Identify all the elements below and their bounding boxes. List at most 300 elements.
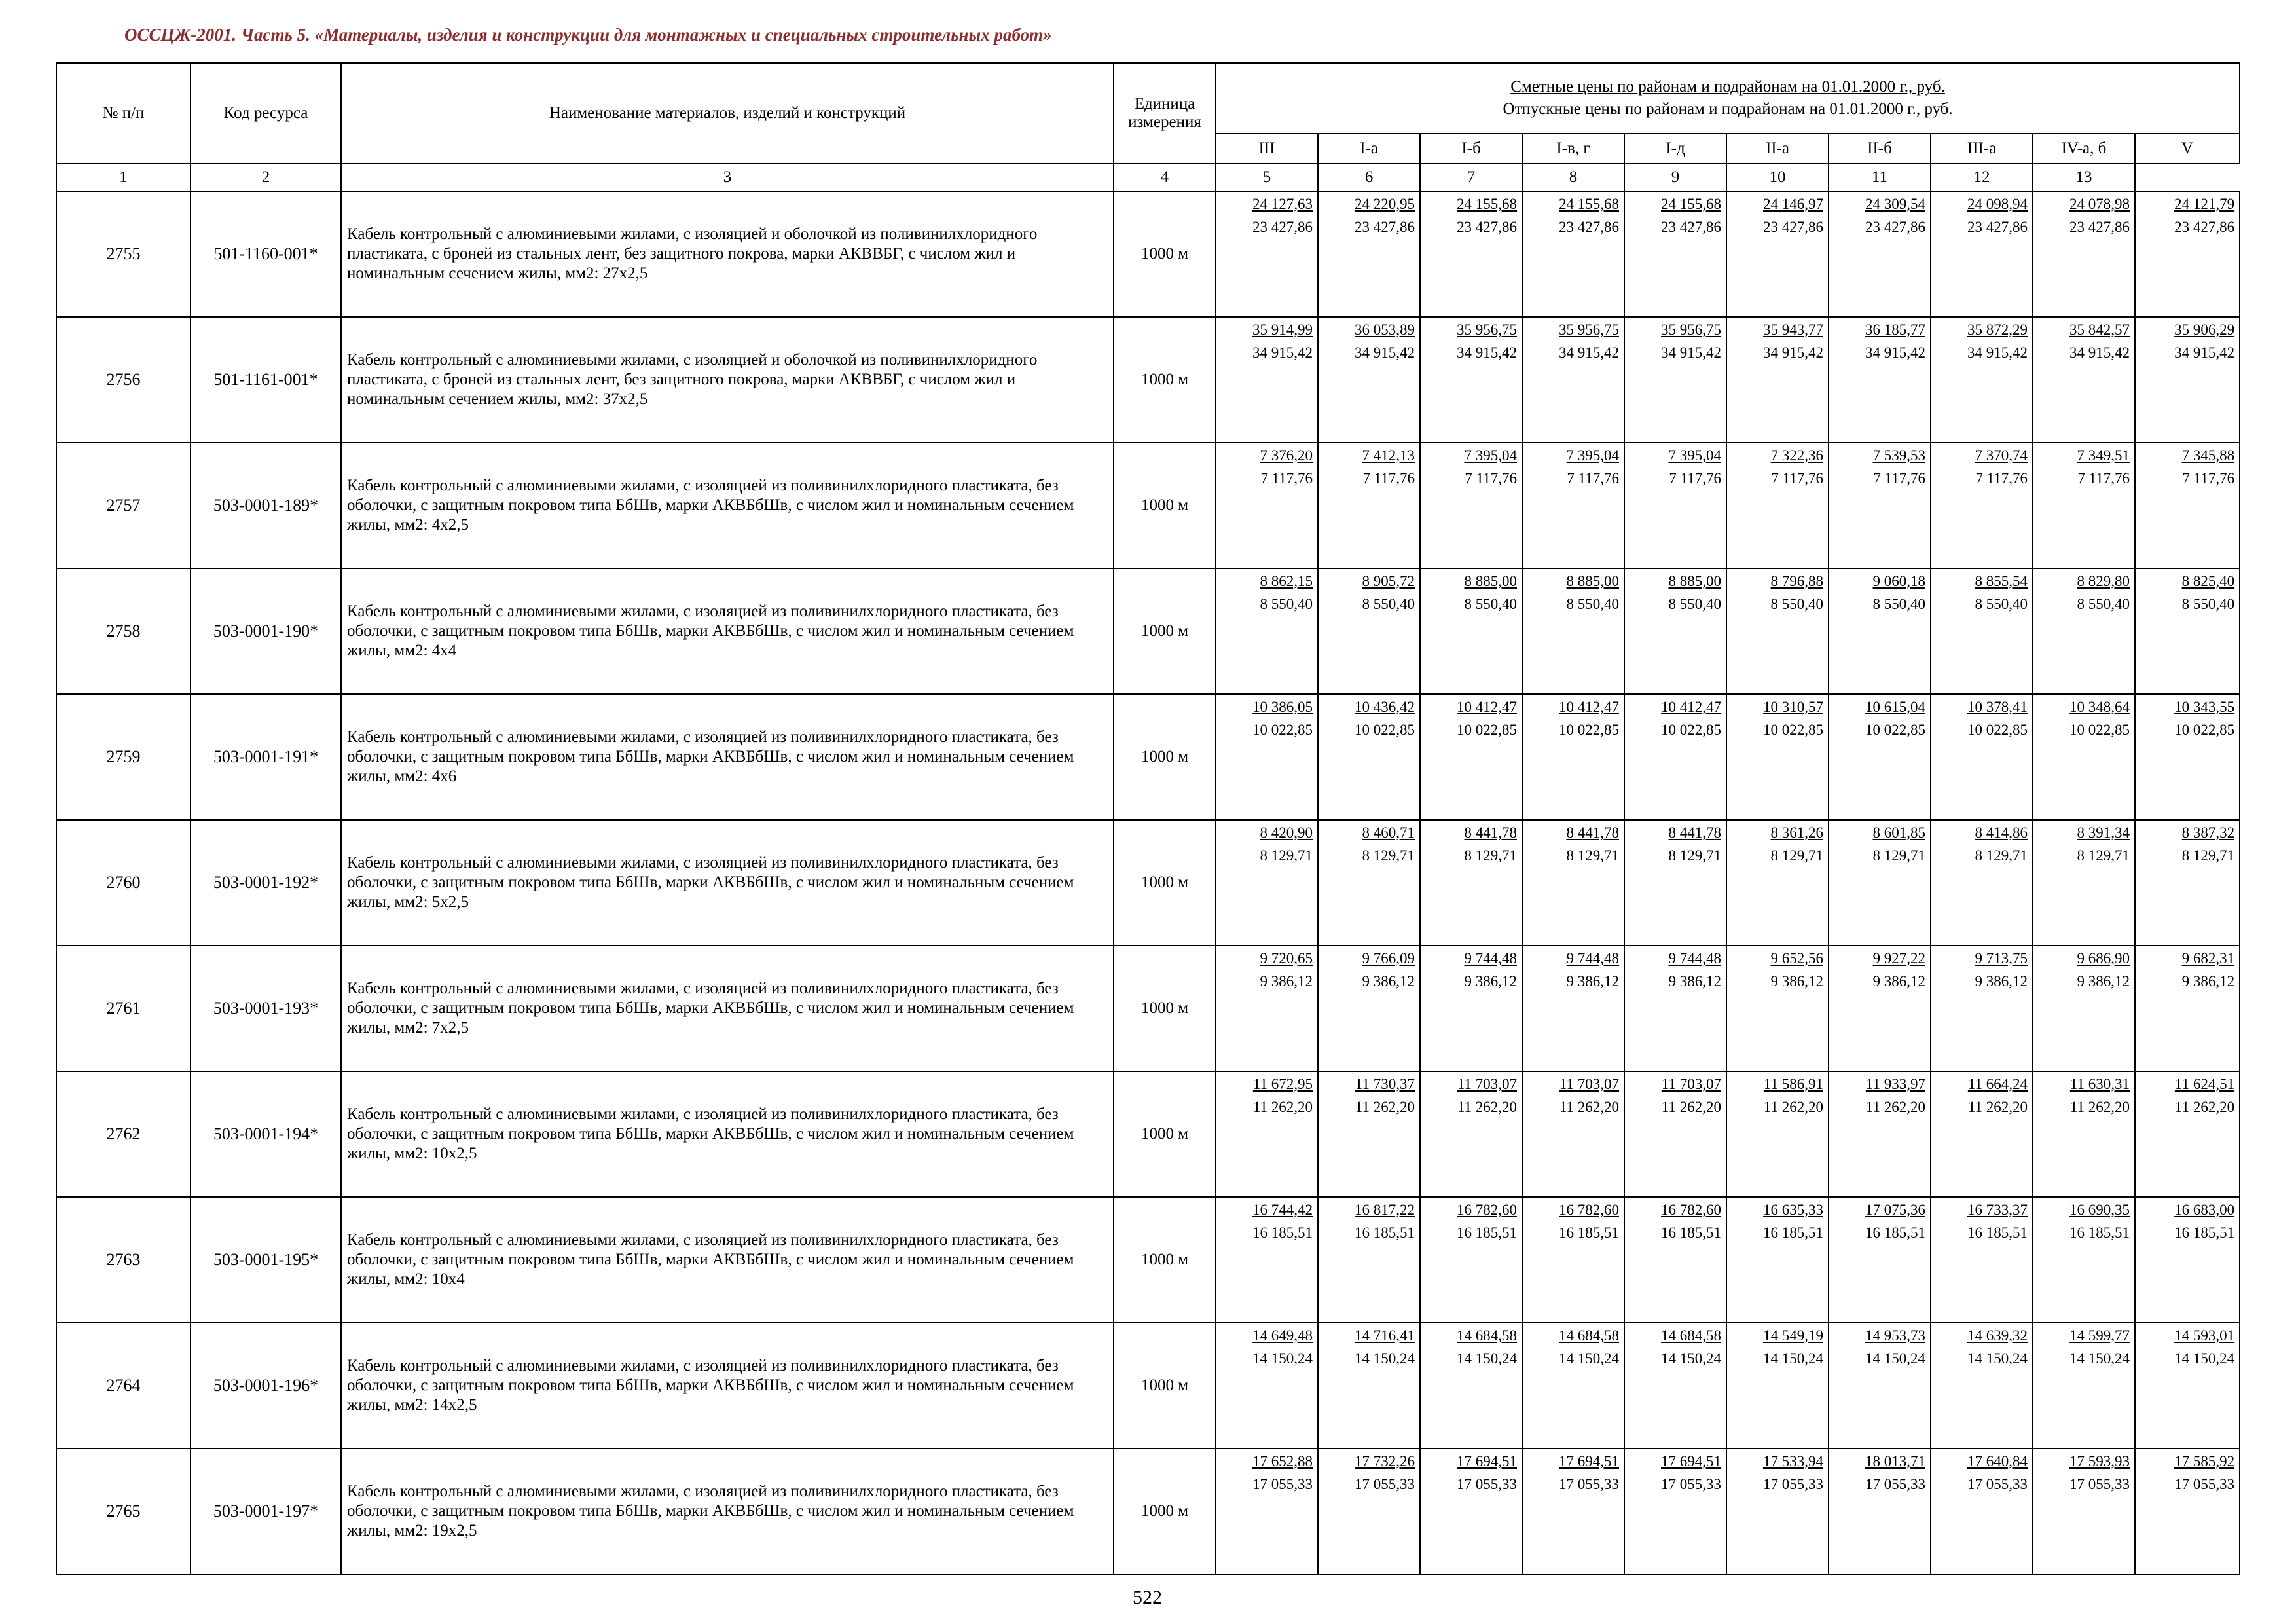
- otpusknaya-price: 9 386,12: [1872, 973, 1925, 989]
- smetnaya-price: 9 744,48: [1464, 950, 1517, 967]
- otpusknaya-price: 9 386,12: [1362, 973, 1415, 989]
- otpusknaya-price: 10 022,85: [2069, 722, 2130, 738]
- otpusknaya-price: 16 185,51: [1967, 1225, 2028, 1241]
- smetnaya-price: 18 013,71: [1865, 1453, 1925, 1469]
- resource-code-cell: 503-0001-193*: [191, 946, 341, 1071]
- otpusknaya-price: 8 550,40: [1770, 596, 1823, 612]
- price-cell: [2033, 317, 2135, 443]
- price-cell: [1318, 1449, 1420, 1574]
- smetnaya-price: 14 684,58: [1661, 1327, 1721, 1344]
- smetnaya-price: 8 387,32: [2181, 824, 2235, 841]
- otpusknaya-price: 7 117,76: [1771, 470, 1823, 487]
- price-cell: [1318, 568, 1420, 694]
- smetnaya-price: 17 533,94: [1763, 1453, 1823, 1469]
- otpusknaya-price: 10 022,85: [1559, 722, 1619, 738]
- otpusknaya-price: 23 427,86: [1865, 219, 1925, 235]
- smetnaya-price: 8 829,80: [2077, 573, 2130, 589]
- header-region: III: [1216, 134, 1318, 164]
- resource-code-cell: 503-0001-194*: [191, 1071, 341, 1197]
- material-name-cell: Кабель контрольный с алюминиевыми жилами, с изоляцией и оболочкой из поливинилхлоридного пластиката, с броней из стальных лент, без защитного покрова, марки АКВВБГ, с числом жил и номинальным сечением жилы, мм2: 27х2,5: [341, 191, 1114, 317]
- price-cell: [1216, 568, 1318, 694]
- smetnaya-price: 8 855,54: [1975, 573, 2028, 589]
- otpusknaya-price: 16 185,51: [2069, 1225, 2130, 1241]
- smetnaya-price: 16 635,33: [1763, 1202, 1823, 1218]
- resource-code-cell: 501-1160-001*: [191, 191, 341, 317]
- otpusknaya-price: 34 915,42: [1457, 344, 1517, 361]
- otpusknaya-price: 10 022,85: [1763, 722, 1823, 738]
- header-region: V: [2135, 134, 2240, 164]
- unit-cell: 1000 м: [1114, 1323, 1216, 1449]
- smetnaya-price: 7 322,36: [1770, 447, 1823, 464]
- resource-code-cell: 503-0001-197*: [191, 1449, 341, 1574]
- otpusknaya-price: 17 055,33: [1355, 1476, 1415, 1492]
- row-number-cell: 2759: [56, 694, 191, 820]
- price-cell: [2135, 1323, 2240, 1449]
- otpusknaya-price: 17 055,33: [1967, 1476, 2028, 1492]
- price-cell: [2135, 694, 2240, 820]
- smetnaya-price: 8 825,40: [2181, 573, 2235, 589]
- unit-cell: 1000 м: [1114, 694, 1216, 820]
- header-region: II-а: [1726, 134, 1829, 164]
- smetnaya-price: 17 585,92: [2174, 1453, 2235, 1469]
- price-cell: [1726, 1071, 1829, 1197]
- otpusknaya-price: 9 386,12: [1668, 973, 1721, 989]
- table-row: [56, 443, 2240, 568]
- resource-code-cell: 503-0001-196*: [191, 1323, 341, 1449]
- otpusknaya-price: 23 427,86: [1457, 219, 1517, 235]
- page-number: 522: [1133, 1587, 1162, 1608]
- otpusknaya-price: 11 262,20: [1355, 1099, 1415, 1115]
- header-prices-otpusknye: Отпускные цены по районам и подрайонам на 01.01.2000 г., руб.: [1503, 100, 1953, 118]
- column-number: 5: [1216, 164, 1318, 191]
- smetnaya-price: 17 640,84: [1967, 1453, 2028, 1469]
- smetnaya-price: 14 549,19: [1763, 1327, 1823, 1344]
- table-row: [56, 1449, 2240, 1574]
- row-number-cell: 2756: [56, 317, 191, 443]
- otpusknaya-price: 23 427,86: [1252, 219, 1313, 235]
- smetnaya-price: 8 414,86: [1975, 824, 2028, 841]
- row-number-cell: 2765: [56, 1449, 191, 1574]
- smetnaya-price: 36 185,77: [1865, 322, 1925, 338]
- smetnaya-price: 14 593,01: [2174, 1327, 2235, 1344]
- price-cell: [2135, 946, 2240, 1071]
- price-cell: [1829, 1323, 1931, 1449]
- price-cell: [1420, 317, 1522, 443]
- smetnaya-price: 9 060,18: [1872, 573, 1925, 589]
- otpusknaya-price: 17 055,33: [1457, 1476, 1517, 1492]
- price-cell: [1522, 820, 1624, 946]
- price-cell: [1318, 1323, 1420, 1449]
- column-number: 13: [2033, 164, 2135, 191]
- smetnaya-price: 9 682,31: [2181, 950, 2235, 967]
- material-name-cell: Кабель контрольный с алюминиевыми жилами, с изоляцией из поливинилхлоридного пластиката, без оболочки, с защитным покровом типа БбШв, марки АКВБбШв, с числом жил и номинальным сечением жилы, мм2: 19х2,5: [341, 1449, 1114, 1574]
- price-table: [56, 62, 2240, 1575]
- otpusknaya-price: 17 055,33: [1865, 1476, 1925, 1492]
- smetnaya-price: 7 539,53: [1872, 447, 1925, 464]
- otpusknaya-price: 14 150,24: [1763, 1350, 1823, 1367]
- row-number-cell: 2762: [56, 1071, 191, 1197]
- price-cell: [1216, 1323, 1318, 1449]
- smetnaya-price: 9 744,48: [1566, 950, 1619, 967]
- price-cell: [1829, 820, 1931, 946]
- price-cell: [1931, 1449, 2033, 1574]
- smetnaya-price: 14 639,32: [1967, 1327, 2028, 1344]
- table-row: [56, 1071, 2240, 1197]
- price-cell: [1420, 568, 1522, 694]
- unit-cell: 1000 м: [1114, 191, 1216, 317]
- smetnaya-price: 7 345,88: [2181, 447, 2235, 464]
- smetnaya-price: 11 664,24: [1967, 1076, 2028, 1092]
- otpusknaya-price: 10 022,85: [2174, 722, 2235, 738]
- smetnaya-price: 24 155,68: [1559, 196, 1619, 212]
- smetnaya-price: 24 155,68: [1661, 196, 1721, 212]
- smetnaya-price: 8 391,34: [2077, 824, 2130, 841]
- table-row: [56, 820, 2240, 946]
- price-cell: [1318, 1197, 1420, 1323]
- column-number: 3: [341, 164, 1114, 191]
- column-number: 11: [1829, 164, 1931, 191]
- smetnaya-price: 35 914,99: [1252, 322, 1313, 338]
- price-cell: [1420, 1197, 1522, 1323]
- otpusknaya-price: 16 185,51: [1355, 1225, 1415, 1241]
- material-name-cell: Кабель контрольный с алюминиевыми жилами, с изоляцией и оболочкой из поливинилхлоридного пластиката, с броней из стальных лент, без защитного покрова, марки АКВВБГ, с числом жил и номинальным сечением жилы, мм2: 37х2,5: [341, 317, 1114, 443]
- smetnaya-price: 7 395,04: [1566, 447, 1619, 464]
- resource-code-cell: 503-0001-191*: [191, 694, 341, 820]
- price-cell: [1216, 820, 1318, 946]
- price-cell: [1624, 317, 1726, 443]
- smetnaya-price: 9 652,56: [1770, 950, 1823, 967]
- otpusknaya-price: 8 550,40: [1260, 596, 1313, 612]
- material-name-cell: Кабель контрольный с алюминиевыми жилами, с изоляцией из поливинилхлоридного пластиката, без оболочки, с защитным покровом типа БбШв, марки АКВБбШв, с числом жил и номинальным сечением жилы, мм2: 7х2,5: [341, 946, 1114, 1071]
- smetnaya-price: 16 817,22: [1355, 1202, 1415, 1218]
- otpusknaya-price: 11 262,20: [1457, 1099, 1517, 1115]
- price-cell: [1726, 1197, 1829, 1323]
- price-cell: [1420, 1449, 1522, 1574]
- smetnaya-price: 8 460,71: [1362, 824, 1415, 841]
- price-cell: [1829, 568, 1931, 694]
- column-number: 1: [56, 164, 191, 191]
- header-name: Наименование материалов, изделий и конструкций: [341, 63, 1114, 164]
- otpusknaya-price: 8 129,71: [2077, 847, 2130, 864]
- column-number: 12: [1931, 164, 2033, 191]
- price-cell: [1829, 946, 1931, 1071]
- header-unit: Единица измерения: [1114, 63, 1216, 164]
- price-cell: [1420, 443, 1522, 568]
- smetnaya-price: 24 220,95: [1355, 196, 1415, 212]
- smetnaya-price: 9 713,75: [1975, 950, 2028, 967]
- price-cell: [1420, 946, 1522, 1071]
- price-cell: [1216, 1197, 1318, 1323]
- otpusknaya-price: 9 386,12: [1770, 973, 1823, 989]
- smetnaya-price: 14 953,73: [1865, 1327, 1925, 1344]
- table-row: [56, 694, 2240, 820]
- otpusknaya-price: 8 550,40: [1464, 596, 1517, 612]
- smetnaya-price: 8 905,72: [1362, 573, 1415, 589]
- otpusknaya-price: 8 550,40: [2077, 596, 2130, 612]
- otpusknaya-price: 14 150,24: [2069, 1350, 2130, 1367]
- price-cell: [1420, 694, 1522, 820]
- price-cell: [1931, 1071, 2033, 1197]
- otpusknaya-price: 14 150,24: [1457, 1350, 1517, 1367]
- otpusknaya-price: 17 055,33: [2174, 1476, 2235, 1492]
- price-cell: [1931, 191, 2033, 317]
- table-body: [56, 191, 2240, 1574]
- column-number: 9: [1624, 164, 1726, 191]
- otpusknaya-price: 10 022,85: [1865, 722, 1925, 738]
- otpusknaya-price: 9 386,12: [2181, 973, 2235, 989]
- price-cell: [1829, 191, 1931, 317]
- smetnaya-price: 8 885,00: [1566, 573, 1619, 589]
- resource-code-cell: 503-0001-192*: [191, 820, 341, 946]
- unit-cell: 1000 м: [1114, 946, 1216, 1071]
- smetnaya-price: 35 943,77: [1763, 322, 1823, 338]
- smetnaya-price: 7 349,51: [2077, 447, 2130, 464]
- smetnaya-price: 17 075,36: [1865, 1202, 1925, 1218]
- price-cell: [1931, 694, 2033, 820]
- price-cell: [1522, 1449, 1624, 1574]
- otpusknaya-price: 11 262,20: [2174, 1099, 2235, 1115]
- price-cell: [1931, 443, 2033, 568]
- smetnaya-price: 35 956,75: [1457, 322, 1517, 338]
- smetnaya-price: 14 684,58: [1457, 1327, 1517, 1344]
- price-cell: [1216, 191, 1318, 317]
- material-name-cell: Кабель контрольный с алюминиевыми жилами, с изоляцией из поливинилхлоридного пластиката, без оболочки, с защитным покровом типа БбШв, марки АКВБбШв, с числом жил и номинальным сечением жилы, мм2: 4х2,5: [341, 443, 1114, 568]
- otpusknaya-price: 7 117,76: [1873, 470, 1925, 487]
- price-cell: [1829, 317, 1931, 443]
- otpusknaya-price: 16 185,51: [1661, 1225, 1721, 1241]
- header-region: I-а: [1318, 134, 1420, 164]
- otpusknaya-price: 11 262,20: [1967, 1099, 2028, 1115]
- otpusknaya-price: 7 117,76: [2182, 470, 2235, 487]
- otpusknaya-price: 9 386,12: [1566, 973, 1619, 989]
- otpusknaya-price: 8 129,71: [1872, 847, 1925, 864]
- header-region: III-а: [1931, 134, 2033, 164]
- price-cell: [2033, 694, 2135, 820]
- row-number-cell: 2764: [56, 1323, 191, 1449]
- smetnaya-price: 10 436,42: [1355, 699, 1415, 715]
- table-row: [56, 946, 2240, 1071]
- material-name-cell: Кабель контрольный с алюминиевыми жилами, с изоляцией из поливинилхлоридного пластиката, без оболочки, с защитным покровом типа БбШв, марки АКВБбШв, с числом жил и номинальным сечением жилы, мм2: 10х2,5: [341, 1071, 1114, 1197]
- row-number-cell: 2761: [56, 946, 191, 1071]
- otpusknaya-price: 9 386,12: [1975, 973, 2028, 989]
- otpusknaya-price: 17 055,33: [1252, 1476, 1313, 1492]
- resource-code-cell: 503-0001-190*: [191, 568, 341, 694]
- header-region: I-в, г: [1522, 134, 1624, 164]
- row-number-cell: 2757: [56, 443, 191, 568]
- resource-code-cell: 503-0001-189*: [191, 443, 341, 568]
- otpusknaya-price: 16 185,51: [1559, 1225, 1619, 1241]
- price-cell: [1522, 946, 1624, 1071]
- otpusknaya-price: 14 150,24: [1865, 1350, 1925, 1367]
- price-cell: [1624, 946, 1726, 1071]
- row-number-cell: 2758: [56, 568, 191, 694]
- smetnaya-price: 10 386,05: [1252, 699, 1313, 715]
- smetnaya-price: 11 933,97: [1865, 1076, 1925, 1092]
- price-cell: [1318, 443, 1420, 568]
- price-cell: [2033, 946, 2135, 1071]
- price-cell: [2033, 191, 2135, 317]
- smetnaya-price: 7 370,74: [1975, 447, 2028, 464]
- otpusknaya-price: 34 915,42: [2174, 344, 2235, 361]
- smetnaya-price: 35 872,29: [1967, 322, 2028, 338]
- row-number-cell: 2763: [56, 1197, 191, 1323]
- otpusknaya-price: 17 055,33: [2069, 1476, 2130, 1492]
- price-cell: [1624, 191, 1726, 317]
- price-cell: [2033, 1449, 2135, 1574]
- smetnaya-price: 35 956,75: [1559, 322, 1619, 338]
- otpusknaya-price: 8 129,71: [1770, 847, 1823, 864]
- otpusknaya-price: 9 386,12: [1260, 973, 1313, 989]
- smetnaya-price: 24 121,79: [2174, 196, 2235, 212]
- price-cell: [2135, 1449, 2240, 1574]
- column-number: 10: [1726, 164, 1829, 191]
- smetnaya-price: 16 690,35: [2069, 1202, 2130, 1218]
- price-cell: [1522, 568, 1624, 694]
- smetnaya-price: 8 885,00: [1668, 573, 1721, 589]
- otpusknaya-price: 7 117,76: [1362, 470, 1415, 487]
- smetnaya-price: 16 733,37: [1967, 1202, 2028, 1218]
- smetnaya-price: 24 098,94: [1967, 196, 2028, 212]
- price-cell: [1522, 1197, 1624, 1323]
- otpusknaya-price: 11 262,20: [1559, 1099, 1619, 1115]
- otpusknaya-price: 11 262,20: [1661, 1099, 1721, 1115]
- smetnaya-price: 11 586,91: [1763, 1076, 1823, 1092]
- price-cell: [1726, 317, 1829, 443]
- column-number: 7: [1420, 164, 1522, 191]
- price-cell: [1726, 820, 1829, 946]
- smetnaya-price: 24 078,98: [2069, 196, 2130, 212]
- otpusknaya-price: 8 550,40: [1668, 596, 1721, 612]
- otpusknaya-price: 34 915,42: [1559, 344, 1619, 361]
- price-cell: [1726, 191, 1829, 317]
- smetnaya-price: 10 343,55: [2174, 699, 2235, 715]
- price-cell: [1216, 946, 1318, 1071]
- material-name-cell: Кабель контрольный с алюминиевыми жилами, с изоляцией из поливинилхлоридного пластиката, без оболочки, с защитным покровом типа БбШв, марки АКВБбШв, с числом жил и номинальным сечением жилы, мм2: 14х2,5: [341, 1323, 1114, 1449]
- price-cell: [1829, 1197, 1931, 1323]
- material-name-cell: Кабель контрольный с алюминиевыми жилами, с изоляцией из поливинилхлоридного пластиката, без оболочки, с защитным покровом типа БбШв, марки АКВБбШв, с числом жил и номинальным сечением жилы, мм2: 5х2,5: [341, 820, 1114, 946]
- otpusknaya-price: 8 129,71: [1668, 847, 1721, 864]
- otpusknaya-price: 17 055,33: [1559, 1476, 1619, 1492]
- price-cell: [1420, 191, 1522, 317]
- header-prices-smetnye: Сметные цены по районам и подрайонам на 01.01.2000 г., руб.: [1510, 78, 1945, 96]
- header-num: № п/п: [56, 63, 191, 164]
- column-number: 2: [191, 164, 341, 191]
- price-cell: [1726, 568, 1829, 694]
- header-code: Код ресурса: [191, 63, 341, 164]
- otpusknaya-price: 16 185,51: [1865, 1225, 1925, 1241]
- smetnaya-price: 17 732,26: [1355, 1453, 1415, 1469]
- column-number-row: [56, 164, 2240, 191]
- document-title: ОССЦЖ-2001. Часть 5. «Материалы, изделия и конструкции для монтажных и специальных строительных работ»: [124, 25, 1052, 45]
- price-cell: [1829, 443, 1931, 568]
- otpusknaya-price: 16 185,51: [1763, 1225, 1823, 1241]
- price-cell: [1318, 820, 1420, 946]
- smetnaya-price: 35 842,57: [2069, 322, 2130, 338]
- price-cell: [1624, 568, 1726, 694]
- smetnaya-price: 9 744,48: [1668, 950, 1721, 967]
- price-cell: [1522, 1323, 1624, 1449]
- otpusknaya-price: 34 915,42: [1763, 344, 1823, 361]
- price-cell: [1216, 443, 1318, 568]
- otpusknaya-price: 10 022,85: [1967, 722, 2028, 738]
- otpusknaya-price: 14 150,24: [1661, 1350, 1721, 1367]
- price-cell: [2135, 1071, 2240, 1197]
- smetnaya-price: 24 127,63: [1252, 196, 1313, 212]
- otpusknaya-price: 7 117,76: [1465, 470, 1517, 487]
- unit-cell: 1000 м: [1114, 1449, 1216, 1574]
- price-cell: [2135, 191, 2240, 317]
- price-cell: [1522, 443, 1624, 568]
- smetnaya-price: 14 649,48: [1252, 1327, 1313, 1344]
- smetnaya-price: 9 766,09: [1362, 950, 1415, 967]
- smetnaya-price: 9 686,90: [2077, 950, 2130, 967]
- otpusknaya-price: 7 117,76: [2077, 470, 2130, 487]
- smetnaya-price: 11 624,51: [2174, 1076, 2235, 1092]
- otpusknaya-price: 14 150,24: [1559, 1350, 1619, 1367]
- price-cell: [2135, 443, 2240, 568]
- price-cell: [1931, 820, 2033, 946]
- otpusknaya-price: 10 022,85: [1252, 722, 1313, 738]
- smetnaya-price: 10 615,04: [1865, 699, 1925, 715]
- otpusknaya-price: 14 150,24: [1252, 1350, 1313, 1367]
- otpusknaya-price: 16 185,51: [2174, 1225, 2235, 1241]
- smetnaya-price: 35 906,29: [2174, 322, 2235, 338]
- smetnaya-price: 9 927,22: [1872, 950, 1925, 967]
- price-cell: [1624, 694, 1726, 820]
- otpusknaya-price: 23 427,86: [1967, 219, 2028, 235]
- material-name-cell: Кабель контрольный с алюминиевыми жилами, с изоляцией из поливинилхлоридного пластиката, без оболочки, с защитным покровом типа БбШв, марки АКВБбШв, с числом жил и номинальным сечением жилы, мм2: 4х6: [341, 694, 1114, 820]
- smetnaya-price: 11 672,95: [1252, 1076, 1313, 1092]
- price-cell: [1522, 1071, 1624, 1197]
- smetnaya-price: 16 782,60: [1559, 1202, 1619, 1218]
- otpusknaya-price: 8 129,71: [1260, 847, 1313, 864]
- price-cell: [1318, 1071, 1420, 1197]
- otpusknaya-price: 10 022,85: [1661, 722, 1721, 738]
- price-cell: [1829, 694, 1931, 820]
- smetnaya-price: 14 716,41: [1355, 1327, 1415, 1344]
- column-number: 6: [1318, 164, 1420, 191]
- otpusknaya-price: 23 427,86: [1355, 219, 1415, 235]
- price-cell: [1624, 443, 1726, 568]
- smetnaya-price: 7 376,20: [1260, 447, 1313, 464]
- otpusknaya-price: 11 262,20: [1763, 1099, 1823, 1115]
- price-cell: [2033, 1323, 2135, 1449]
- price-cell: [2033, 568, 2135, 694]
- smetnaya-price: 11 630,31: [2069, 1076, 2130, 1092]
- price-cell: [1420, 1071, 1522, 1197]
- otpusknaya-price: 10 022,85: [1355, 722, 1415, 738]
- smetnaya-price: 35 956,75: [1661, 322, 1721, 338]
- price-cell: [1420, 1323, 1522, 1449]
- table-row: [56, 317, 2240, 443]
- unit-cell: 1000 м: [1114, 1071, 1216, 1197]
- smetnaya-price: 16 782,60: [1457, 1202, 1517, 1218]
- otpusknaya-price: 8 550,40: [1975, 596, 2028, 612]
- otpusknaya-price: 23 427,86: [1763, 219, 1823, 235]
- price-cell: [1318, 317, 1420, 443]
- otpusknaya-price: 9 386,12: [1464, 973, 1517, 989]
- otpusknaya-price: 11 262,20: [2069, 1099, 2130, 1115]
- smetnaya-price: 7 412,13: [1362, 447, 1415, 464]
- otpusknaya-price: 14 150,24: [1355, 1350, 1415, 1367]
- otpusknaya-price: 8 129,71: [1362, 847, 1415, 864]
- price-cell: [1216, 1071, 1318, 1197]
- smetnaya-price: 10 310,57: [1763, 699, 1823, 715]
- otpusknaya-price: 23 427,86: [1661, 219, 1721, 235]
- smetnaya-price: 17 694,51: [1457, 1453, 1517, 1469]
- smetnaya-price: 17 694,51: [1661, 1453, 1721, 1469]
- otpusknaya-price: 11 262,20: [1865, 1099, 1925, 1115]
